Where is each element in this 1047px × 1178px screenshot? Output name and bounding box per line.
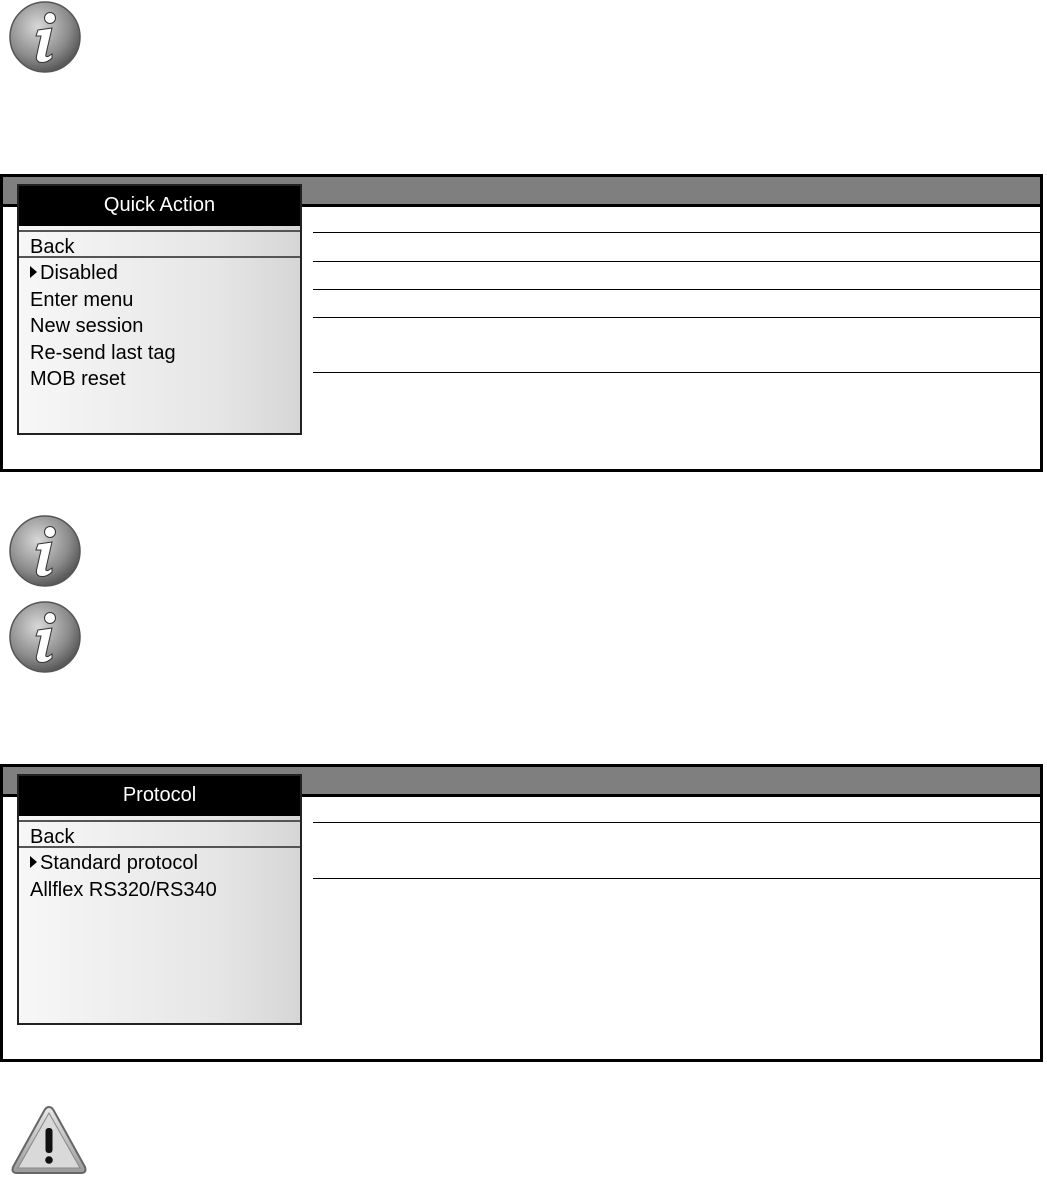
menu-item-enter-menu[interactable] bbox=[19, 288, 300, 315]
menu-item-disabled[interactable] bbox=[19, 261, 300, 288]
device-screen-protocol bbox=[17, 774, 302, 1025]
menu-item-label: Re-send last tag bbox=[30, 341, 176, 364]
menu-item-label: Disabled bbox=[40, 262, 118, 284]
screen-title: Protocol bbox=[19, 776, 300, 816]
divider-line bbox=[313, 289, 1042, 290]
warning-icon bbox=[10, 1104, 88, 1176]
menu-item-standard-protocol[interactable] bbox=[19, 851, 300, 878]
device-screen-quick-action bbox=[17, 184, 302, 435]
menu-item-mob-reset[interactable] bbox=[19, 367, 300, 394]
menu-item-label: New session bbox=[30, 315, 144, 337]
divider-line bbox=[313, 372, 1042, 373]
info-icon bbox=[8, 600, 82, 674]
menu-list bbox=[19, 848, 300, 904]
menu-item-label: Standard protocol bbox=[40, 852, 198, 874]
selection-caret-icon bbox=[30, 856, 37, 868]
menu-item-new-session[interactable] bbox=[19, 314, 300, 341]
divider-line bbox=[313, 317, 1042, 318]
menu-item-allflex[interactable] bbox=[19, 878, 300, 905]
menu-item-label: Enter menu bbox=[30, 288, 134, 311]
screen-title: Quick Action bbox=[19, 186, 300, 226]
quick-action-section bbox=[0, 174, 1043, 472]
selection-caret-icon bbox=[30, 266, 37, 278]
divider-line bbox=[313, 232, 1042, 233]
divider-line bbox=[313, 261, 1042, 262]
protocol-section bbox=[0, 764, 1043, 1062]
info-icon bbox=[8, 514, 82, 588]
menu-item-label: MOB reset bbox=[30, 368, 126, 390]
back-menu-item[interactable]: Back bbox=[19, 230, 300, 258]
info-icon bbox=[8, 0, 82, 74]
divider-line bbox=[313, 822, 1042, 823]
menu-item-label: Allflex RS320/RS340 bbox=[30, 878, 217, 901]
back-menu-item[interactable]: Back bbox=[19, 820, 300, 848]
menu-item-resend-last-tag[interactable] bbox=[19, 341, 300, 368]
divider-line bbox=[313, 878, 1042, 879]
menu-list bbox=[19, 258, 300, 394]
